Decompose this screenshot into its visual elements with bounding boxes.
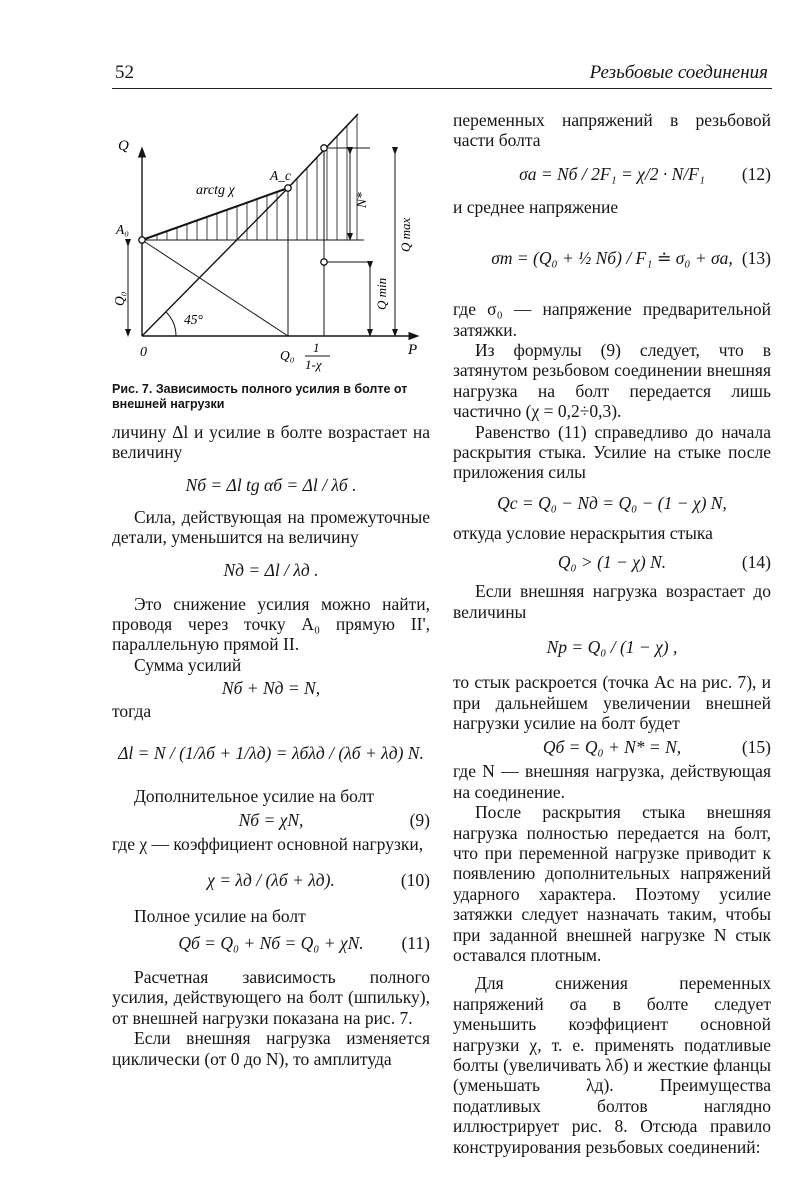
label-ac: A_c [270,168,291,183]
equation-15-text: Qб = Q₀ + N* = N, [542,737,682,758]
equation-14-text: Q₀ > (1 − χ) N. [557,552,667,573]
left-paragraph-7: где χ — коэффициент основной нагрузки, [112,834,424,855]
right-column [453,110,771,1157]
figure-caption: Рис. 7. Зависимость полного усилия в болте от внешней нагрузки [112,382,408,411]
equation-qc [453,483,771,523]
right-paragraph-4: Из формулы (9) следует, что в затянутом резьбовом соединении внешняя нагрузка на болт передается лишь частично (χ = 0,2÷0,3). [453,340,771,422]
hatching [157,115,357,240]
right-paragraph-1: переменных напряжений в резьбовой части болта [453,110,771,151]
equation-sum-text: Nб + Nд = N, [221,678,321,699]
equation-14-number: (14) [741,552,771,573]
label-arctg: arctg χ [196,183,235,198]
equation-13-number: (13) [741,248,771,269]
label-q0: Q₀ [112,291,127,306]
label-qmax: Q max [398,217,413,252]
equation-15-number: (15) [741,737,771,758]
equation-12 [453,151,771,197]
equation-13 [453,217,771,299]
equation-10-number: (10) [400,870,430,891]
point-ac [285,185,291,191]
force-diagram [112,110,430,378]
left-paragraph-10: Если внешняя нагрузка изменяется циклически (от 0 до N), то амплитуда [112,1028,430,1069]
equation-nb-text: Nб = Δl tg αб = Δl / λб . [185,474,357,495]
left-column [112,110,430,1069]
right-paragraph-3: где σ₀ — напряжение предварительной затяжки. [453,299,771,340]
equation-dl [112,722,430,786]
left-paragraph-5: тогда [112,701,152,722]
left-paragraph-3: Это снижение усилия можно найти, проводя через точку A₀ прямую II', параллельную прямой II. [112,593,430,655]
equation-15 [453,733,771,761]
label-x-frac-num: 1 [313,340,320,355]
left-paragraph-4: Сумма усилий [134,654,242,675]
right-paragraph-7: Если внешняя нагрузка возрастает до величины [453,581,771,622]
equation-11-text: Qб = Q₀ + Nб = Q₀ + χN. [178,932,364,953]
equation-qc-text: Qc = Q₀ − Nд = Q₀ − (1 − χ) N, [497,492,727,513]
running-title: Резьбовые соединения [589,62,768,83]
label-x-frac-den: 1-χ [305,357,322,372]
label-a0: A₀ [116,222,129,237]
left-paragraph-2: Сила, действующая на промежуточные детали, уменьшится на величину [112,506,430,548]
header-rule [112,88,772,89]
left-paragraph-8: Полное усилие на болт [134,906,306,927]
equation-dl-text: Δl = N / (1/λб + 1/λд) = λбλд / (λб + λд) N. [118,743,424,764]
left-paragraph-1: личину Δl и усилие в болте возрастает на величину [112,422,430,463]
equation-11 [112,927,430,959]
equation-nb [112,463,430,507]
angle-arc [166,312,176,336]
label-x-q0: Q₀ [280,348,295,363]
equation-sum [112,675,430,701]
equation-nd-text: Nд = Δl / λд . [223,560,319,581]
point-bottom [321,259,327,265]
line-45 [142,186,290,336]
label-p-axis: P [408,342,418,358]
label-q-axis: Q [118,138,129,154]
left-paragraph-6: Дополнительное усилие на болт [134,785,375,806]
equation-12-text: σa = Nб / 2F₁ = χ/2 · N/F₁ [519,163,705,184]
equation-12-number: (12) [741,163,771,184]
equation-np-text: Nр = Q₀ / (1 − χ) , [546,636,678,657]
label-qmin: Q min [374,277,389,310]
equation-11-number: (11) [401,932,430,953]
right-paragraph-9: где N — внешняя нагрузка, действующая на соединение. [453,761,771,802]
label-origin: 0 [140,345,147,360]
label-angle: 45° [184,312,203,327]
page-number: 52 [115,62,134,83]
equation-10-text: χ = λд / (λб + λд). [207,870,335,891]
equation-10 [112,854,430,906]
right-paragraph-2: и среднее напряжение [453,196,619,217]
equation-14 [453,543,771,581]
label-nstar: N* [354,192,369,208]
equation-13-text: σm = (Q₀ + ½ Nб) / F₁ ≐ σ₀ + σa, [491,248,733,269]
equation-9-text: Nб = χN, [238,809,304,830]
equation-np [453,622,771,672]
right-paragraph-10: После раскрытия стыка внешняя нагрузка полностью передается на болт, что при переменной нагрузке приводит к появлению дополнительных напряжений ударного характера. Поэтому усилие затяжки следует назначать таким, чтобы при заданной внешней нагрузке N стык оставался плотным. [453,802,771,965]
lower-line [142,240,288,336]
figure-7 [112,110,430,378]
right-paragraph-6: откуда условие нераскрытия стыка [453,522,713,543]
equation-9 [112,806,430,834]
right-paragraph-11: Для снижения переменных напряжений σa в болте следует уменьшить коэффициент основной нагрузки χ, т. е. применять податливые болты (увеличивать λб) и жесткие фланцы (уменьшать λд). Преимущества податливых болтов наглядно иллюстрирует рис. 8. Отсюда правило конструирования резьбовых соединений: [453,973,771,1157]
right-paragraph-8: то стык раскроется (точка Ac на рис. 7), и при дальнейшем увеличении внешней нагрузки усилие на болт будет [453,672,771,733]
right-paragraph-5: Равенство (11) справедливо до начала раскрытия стыка. Усилие на стыке после приложения силы [453,421,771,483]
equation-9-number: (9) [409,809,430,830]
equation-nd [112,548,430,594]
point-a0 [139,237,145,243]
point-top [321,145,327,151]
left-paragraph-9: Расчетная зависимость полного усилия, действующего на болт (шпильку), от внешней нагрузки показана на рис. 7. [112,966,430,1028]
